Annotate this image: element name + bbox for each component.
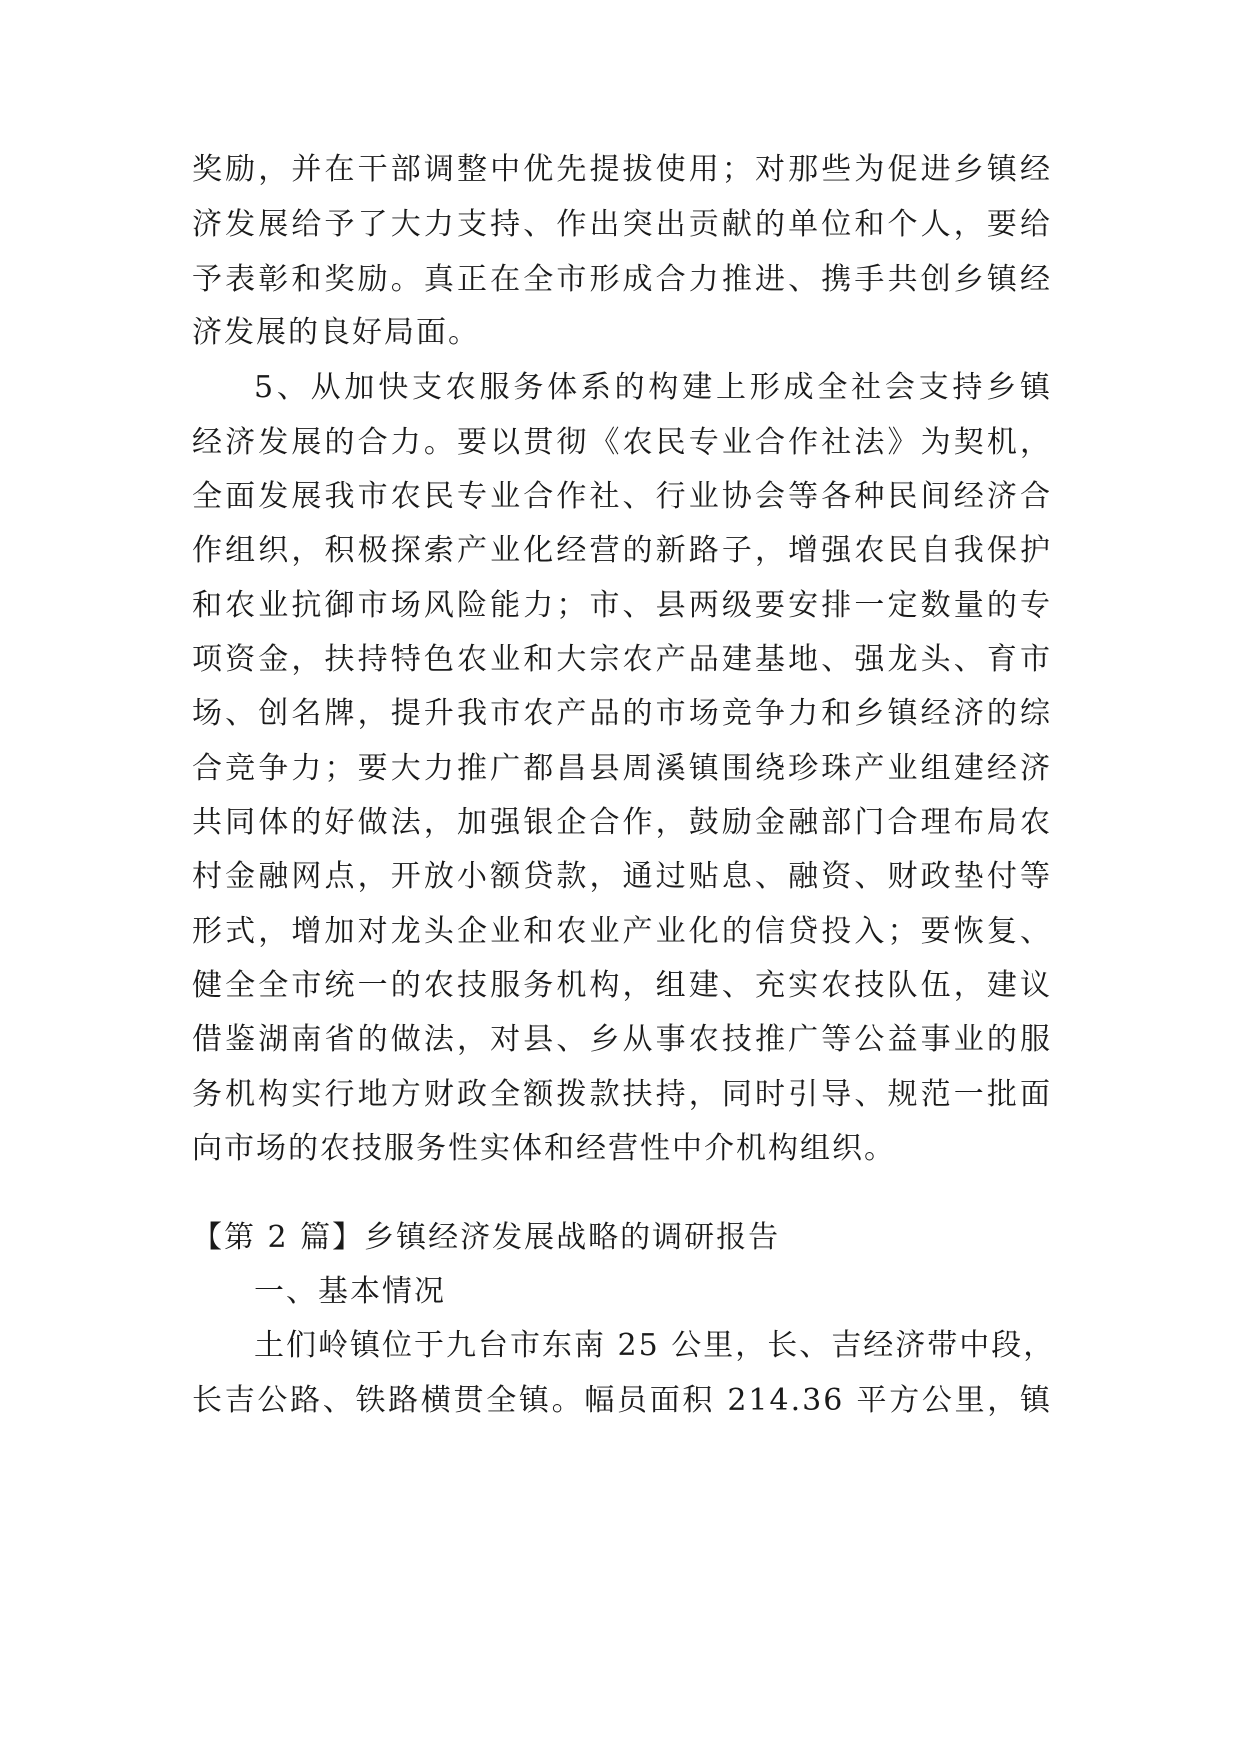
subheading: 一、基本情况 — [254, 1274, 446, 1309]
body-text-line: 全面发展我市农民专业合作社、行业协会等各种民间经济合 — [192, 479, 1052, 514]
body-text-line: 向市场的农技服务性实体和经营性中介机构组织。 — [192, 1131, 896, 1166]
body-text-line: 村金融网点，开放小额贷款，通过贴息、融资、财政垫付等 — [192, 859, 1052, 894]
body-text-line: 作组织，积极探索产业化经营的新路子，增强农民自我保护 — [192, 533, 1052, 568]
body-text-line: 务机构实行地方财政全额拨款扶持，同时引导、规范一批面 — [192, 1077, 1052, 1112]
body-text-line: 奖励，并在干部调整中优先提拔使用；对那些为促进乡镇经 — [192, 152, 1052, 187]
body-text-line: 场、创名牌，提升我市农产品的市场竞争力和乡镇经济的综 — [192, 696, 1052, 731]
body-text-line: 5、从加快支农服务体系的构建上形成全社会支持乡镇 — [254, 370, 1052, 405]
body-text-line: 济发展的良好局面。 — [192, 315, 480, 350]
body-text-line: 长吉公路、铁路横贯全镇。幅员面积 214.36 平方公里，镇 — [192, 1383, 1052, 1418]
body-text-line: 形式，增加对龙头企业和农业产业化的信贷投入；要恢复、 — [192, 914, 1052, 949]
body-text-line: 借鉴湖南省的做法，对县、乡从事农技推广等公益事业的服 — [192, 1022, 1052, 1057]
body-text-line: 共同体的好做法，加强银企合作，鼓励金融部门合理布局农 — [192, 805, 1052, 840]
body-text-line: 济发展给予了大力支持、作出突出贡献的单位和个人，要给 — [192, 207, 1052, 242]
section-heading: 【第 2 篇】乡镇经济发展战略的调研报告 — [192, 1220, 781, 1255]
body-text-line: 项资金，扶持特色农业和大宗农产品建基地、强龙头、育市 — [192, 642, 1052, 677]
body-text-line: 健全全市统一的农技服务机构，组建、充实农技队伍，建议 — [192, 968, 1052, 1003]
body-text-line: 合竞争力；要大力推广都昌县周溪镇围绕珍珠产业组建经济 — [192, 751, 1052, 786]
body-text-line: 予表彰和奖励。真正在全市形成合力推进、携手共创乡镇经 — [192, 262, 1052, 297]
body-text-line: 和农业抗御市场风险能力；市、县两级要安排一定数量的专 — [192, 588, 1052, 623]
body-text-line: 经济发展的合力。要以贯彻《农民专业合作社法》为契机， — [192, 425, 1052, 460]
body-text-line: 土们岭镇位于九台市东南 25 公里，长、吉经济带中段， — [254, 1328, 1056, 1363]
